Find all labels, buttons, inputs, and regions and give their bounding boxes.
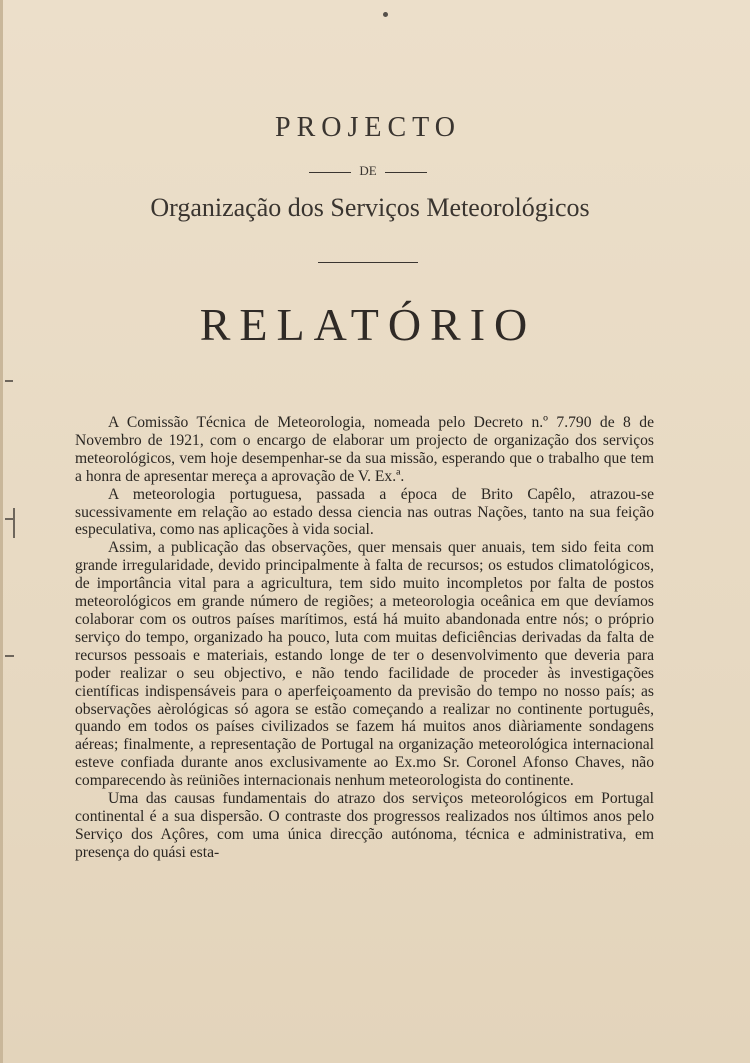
report-body: [75, 414, 654, 862]
document-subtitle: Organização dos Serviços Meteorológicos: [150, 193, 590, 222]
paragraph: Uma das causas fundamentais do atrazo dos serviços meteorológicos em Portugal continental é a sua dispersão. O contraste dos progressos realizados nos últimos anos pelo Serviço dos Açôres, com uma única direcção autónoma, técnica e administrativa, em presença do quási esta-: [75, 790, 654, 861]
separator-rule: [318, 262, 418, 263]
document-title: PROJECTO: [275, 112, 461, 143]
right-rule: [385, 172, 427, 173]
section-heading: RELATÓRIO: [199, 299, 537, 350]
title-connector: [3, 163, 733, 179]
binding-edge: [5, 0, 19, 1063]
ink-dot: [383, 12, 388, 17]
left-rule: [309, 172, 351, 173]
paragraph: A Comissão Técnica de Meteorologia, nomeada pelo Decreto n.º 7.790 de 8 de Novembro de 1921, com o encargo de elaborar um projecto de organização dos serviços meteorológicos, vem hoje desempenhar-se da sua missão, esperando que o trabalho que tem a honra de apresentar mereça a aprovação de V. Ex.ª.: [75, 414, 654, 485]
paragraph: A meteorologia portuguesa, passada a época de Brito Capêlo, atrazou-se sucessivamente em relação ao estado dessa ciencia nas outras Nações, tanto na sua feição especulativa, como nas aplicações à vida social.: [75, 485, 654, 539]
connector-word: DE: [359, 163, 377, 178]
paragraph: Assim, a publicação das observações, quer mensais quer anuais, tem sido feita com grande irregularidade, devido principalmente à falta de recursos; os estudos climatológicos, de importância vital para a agricultura, tem sido muito incompletos por falta de postos meteorológicos em grande número de regiões; a meteorologia oceânica em que devíamos colaborar com os outros países marítimos, está há muito abandonada entre nós; o próprio serviço do tempo, organizado ha pouco, luta com muitas deficiências derivadas da falta de recursos pessoais e materiais, estando longe de ter o desenvolvimento que deveria para poder realizar o seu objectivo, e não tendo facilidade de proceder às investigações científicas indispensáveis para o aperfeiçoamento da previsão do tempo no nosso país; as observações aèrológicas só agora se estão começando a realizar no continente português, quando em todos os países civilizados se fazem há muitos anos diàriamente sondagens aéreas; finalmente, a representação de Portugal na organização meteorológica internacional esteve confiada durante anos exclusivamente ao Ex.mo Sr. Coronel Afonso Chaves, não comparecendo às reüniões internacionais nenhum meteorologista do continente.: [75, 539, 654, 790]
